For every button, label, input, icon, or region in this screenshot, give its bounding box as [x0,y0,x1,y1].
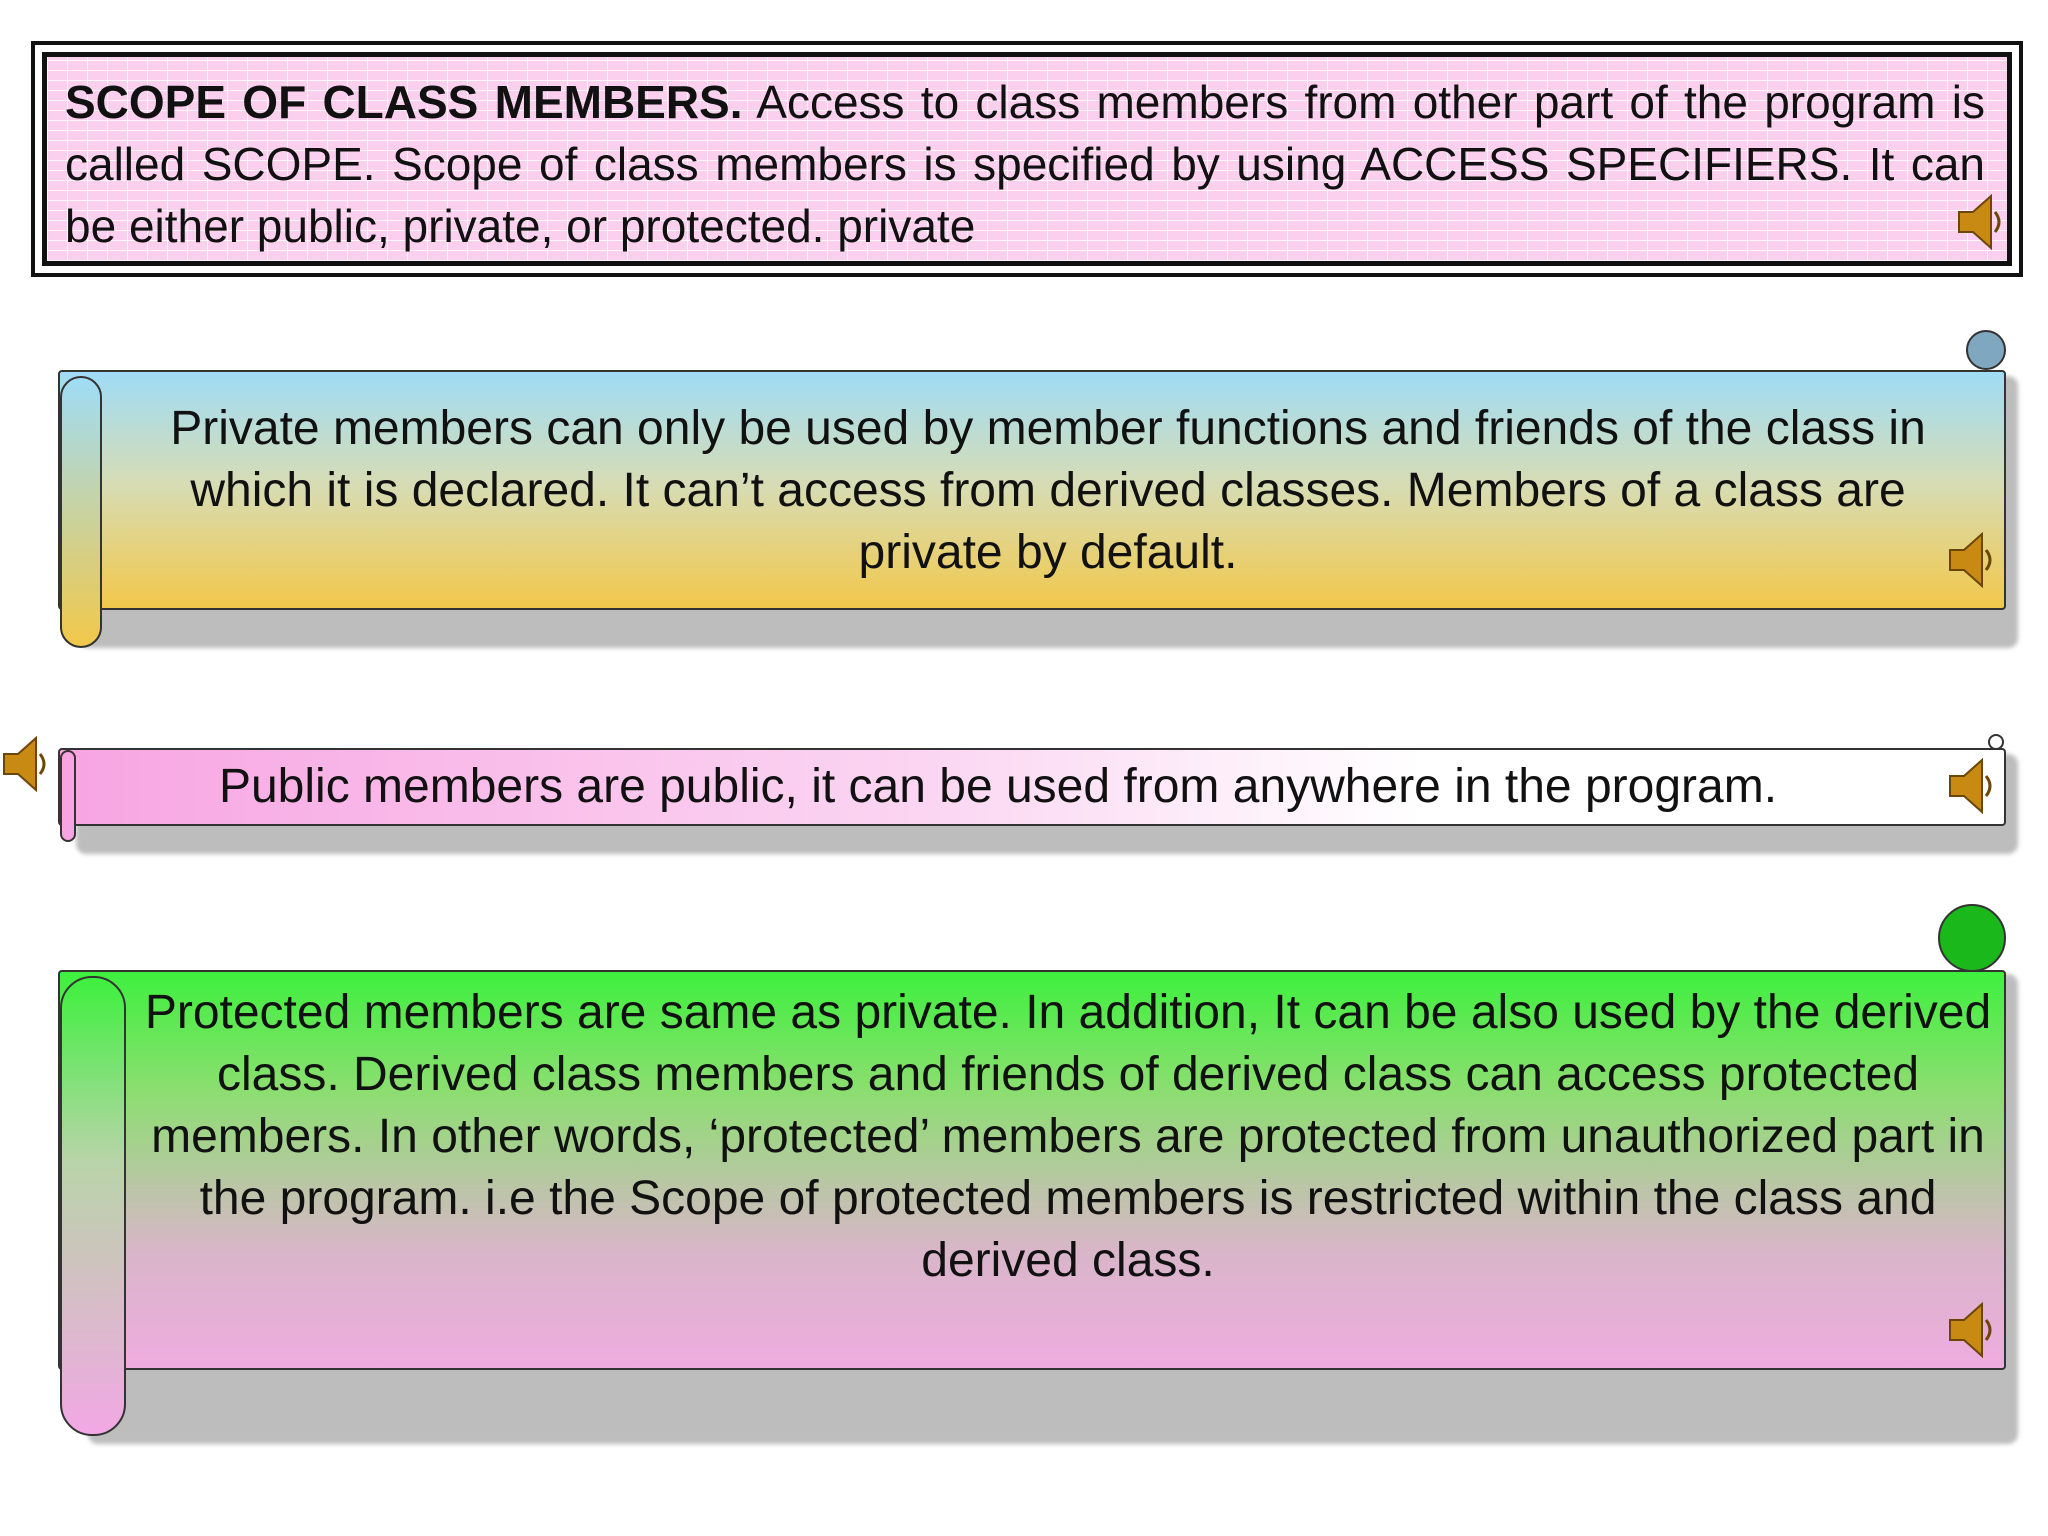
private-description: Private members can only be used by member functions and friends of the class in which it is declared. It can’t access from derived classes. Members of a class are private by default. [170,402,1926,579]
protected-banner-right-curl [1938,904,2006,972]
protected-banner-left-curl [60,976,126,1436]
speaker-icon[interactable] [0,734,52,794]
definition-box-inner [42,52,2012,266]
protected-description: Protected members are same as private. In addition, It can be also used by the derived class. Derived class members and friends of derived class can access protected members. In other words, ‘protected’ members are protected from unauthorized part in the program. i.e the Scope of protected members is restricted within the class and derived class. [144,986,1992,1287]
public-banner-right-curl [1988,734,2004,750]
public-banner [58,732,2018,862]
private-banner [58,328,2018,668]
speaker-icon[interactable] [1946,1300,1998,1360]
definition-title: SCOPE OF CLASS MEMBERS. [65,76,743,128]
definition-box [31,41,2023,277]
protected-banner [58,902,2018,1462]
speaker-icon[interactable] [1955,192,2007,252]
definition-text [65,71,1985,257]
private-banner-right-curl [1966,330,2006,370]
public-banner-left-curl [60,750,76,842]
definition-body: Access to class members from other part of the program is called SCOPE. Scope of class members is specified by using ACCESS SPECIFIERS. It can be either public, private, or protected. private [65,76,1985,252]
public-description: Public members are public, it can be used from anywhere in the program. [218,760,1778,813]
speaker-icon[interactable] [1946,756,1998,816]
private-banner-left-curl [60,376,102,648]
speaker-icon[interactable] [1946,530,1998,590]
